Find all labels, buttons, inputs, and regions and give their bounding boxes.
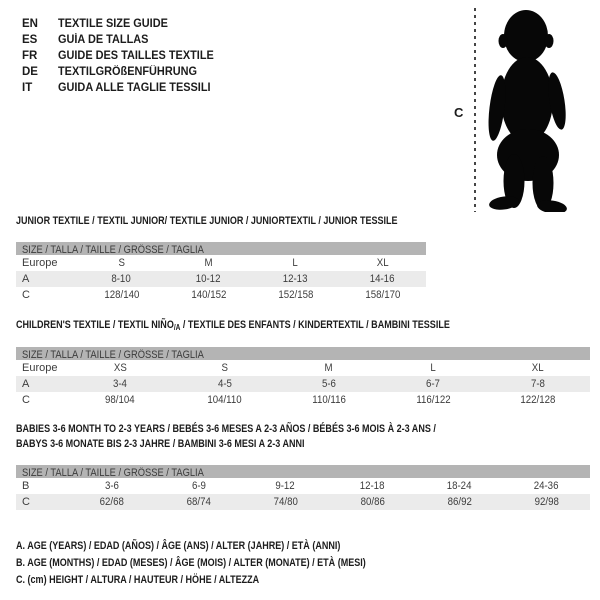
cell-value: S: [221, 362, 228, 374]
table-cell: [78, 271, 165, 287]
row-label: C: [22, 394, 30, 406]
table-cell: [252, 255, 339, 271]
cell-value: 128/140: [103, 289, 139, 301]
row-label: C: [22, 289, 30, 301]
language-list: [22, 16, 222, 96]
language-title: GUIDE DES TAILLES TEXTILE: [58, 50, 214, 62]
table-row: [16, 392, 590, 408]
table-cell: [172, 392, 276, 408]
language-row: [22, 80, 222, 96]
cell-value: 12-18: [360, 480, 385, 492]
table-cell: [68, 360, 172, 376]
cell-value: 98/104: [105, 394, 135, 406]
language-row: [22, 16, 222, 32]
size-table: [16, 242, 426, 303]
cell-value: 116/122: [416, 394, 451, 406]
row-label: C: [22, 496, 30, 508]
cell-value: 7-8: [530, 378, 545, 390]
footnote-line: [16, 553, 443, 570]
cell-value: 152/158: [277, 289, 313, 301]
table-row: [16, 478, 590, 494]
language-row: [22, 64, 222, 80]
table-cell: [339, 255, 426, 271]
cell-value: 158/170: [364, 289, 400, 301]
baby-silhouette-image: [482, 8, 574, 212]
footnote-line: [16, 570, 443, 587]
section-children: [16, 316, 590, 408]
language-row: [22, 32, 222, 48]
language-code: EN: [22, 18, 38, 30]
cell-value: 80/86: [360, 496, 385, 508]
table-cell: [68, 376, 172, 392]
table-header-band: [16, 347, 590, 360]
cell-value: 10-12: [196, 273, 221, 285]
row-label: B: [22, 480, 30, 492]
table-row: [16, 360, 590, 376]
heading-fragment: / TEXTILE DES ENFANTS / KINDERTEXTIL / BAMBINI TESSILE: [180, 319, 450, 331]
table-header-label: SIZE / TALLA / TAILLE / GRÖSSE / TAGLIA: [22, 467, 204, 479]
table-cell: [78, 287, 165, 303]
table-cell: [381, 392, 485, 408]
cell-value: 3-4: [113, 378, 128, 390]
language-title: GUÍA DE TALLAS: [58, 34, 149, 46]
cell-value: 5-6: [321, 378, 336, 390]
language-code: IT: [22, 82, 33, 94]
section-babies: [16, 420, 590, 510]
table-cell: [242, 494, 329, 510]
table-cell: [329, 478, 416, 494]
language-row: [22, 48, 222, 64]
heading-text: [16, 437, 305, 452]
table-cell: [172, 360, 276, 376]
section-heading: [16, 212, 481, 227]
heading-line: [16, 435, 590, 450]
heading-fragment: CHILDREN'S TEXTILE / TEXTIL NIÑO: [16, 319, 174, 331]
cell-value: 110/116: [312, 394, 346, 406]
row-label: Europe: [22, 257, 58, 269]
height-measure-label: C: [454, 105, 464, 120]
footnote-text: B. AGE (MONTHS) / EDAD (MESES) / ÂGE (MOIS) / ALTER (MONATE) / ETÀ (MESI): [16, 557, 366, 569]
table-row: [16, 376, 590, 392]
heading-line: [16, 316, 590, 331]
table-cell: [242, 478, 329, 494]
table-cell: [78, 255, 165, 271]
table-row: [16, 255, 426, 271]
cell-value: 92/98: [534, 496, 559, 508]
footnote-text: C. (cm) HEIGHT / ALTURA / HAUTEUR / HÖHE / ALTEZZA: [16, 574, 260, 586]
heading-subscript: /A: [173, 323, 181, 332]
table-cell: [339, 287, 426, 303]
size-table: [16, 465, 590, 510]
table-cell: [165, 271, 252, 287]
table-header-band: [16, 242, 426, 255]
table-header-band: [16, 465, 590, 478]
cell-value: 68/74: [186, 496, 211, 508]
table-cell: [68, 494, 155, 510]
cell-value: 18-24: [447, 480, 472, 492]
cell-value: 3-6: [104, 480, 119, 492]
table-cell: [277, 392, 381, 408]
heading-fragment: JUNIOR TEXTILE / TEXTIL JUNIOR/ TEXTILE JUNIOR / JUNIORTEXTIL / JUNIOR TESSILE: [16, 215, 398, 227]
section-junior: [16, 212, 481, 303]
cell-value: 104/110: [207, 394, 242, 406]
table-cell: [381, 376, 485, 392]
cell-value: 12-13: [283, 273, 308, 285]
cell-value: M: [204, 257, 213, 269]
table-cell: [68, 392, 172, 408]
heading-line: [16, 420, 590, 435]
language-title: GUIDA ALLE TAGLIE TESSILI: [58, 82, 211, 94]
cell-value: XL: [376, 257, 389, 269]
table-cell: [416, 478, 503, 494]
size-table: [16, 347, 590, 408]
cell-value: M: [324, 362, 334, 374]
language-title: TEXTILGRÖßENFÜHRUNG: [58, 66, 197, 78]
table-cell: [329, 494, 416, 510]
language-code: FR: [22, 50, 38, 62]
cell-value: XS: [113, 362, 127, 374]
cell-value: S: [118, 257, 125, 269]
heading-text: [16, 422, 436, 437]
footnotes: [16, 536, 443, 587]
table-cell: [486, 360, 590, 376]
language-code: ES: [22, 34, 38, 46]
table-cell: [503, 494, 590, 510]
table-cell: [381, 360, 485, 376]
cell-value: 140/152: [190, 289, 226, 301]
cell-value: 74/80: [273, 496, 298, 508]
table-cell: [416, 494, 503, 510]
cell-value: 8-10: [111, 273, 132, 285]
row-label: Europe: [22, 362, 58, 374]
table-cell: [252, 287, 339, 303]
cell-value: 6-9: [191, 480, 206, 492]
table-cell: [277, 376, 381, 392]
height-measure-dotted-line: [474, 8, 476, 212]
cell-value: 4-5: [217, 378, 232, 390]
cell-value: 86/92: [447, 496, 472, 508]
cell-value: 6-7: [426, 378, 441, 390]
row-label: A: [22, 378, 30, 390]
section-heading: [16, 316, 590, 331]
cell-value: L: [430, 362, 437, 374]
language-title: TEXTILE SIZE GUIDE: [58, 18, 168, 30]
cell-value: 62/68: [99, 496, 124, 508]
row-label: A: [22, 273, 30, 285]
table-cell: [252, 271, 339, 287]
table-cell: [503, 478, 590, 494]
cell-value: 122/128: [520, 394, 556, 406]
footnote-text: A. AGE (YEARS) / EDAD (AÑOS) / ÂGE (ANS) / ALTER (JAHRE) / ETÀ (ANNI): [16, 540, 341, 552]
table-cell: [339, 271, 426, 287]
table-cell: [155, 478, 242, 494]
table-header-label: SIZE / TALLA / TAILLE / GRÖSSE / TAGLIA: [22, 244, 204, 256]
table-cell: [165, 287, 252, 303]
table-cell: [486, 376, 590, 392]
footnote-line: [16, 536, 443, 553]
section-heading: [16, 420, 590, 450]
cell-value: XL: [531, 362, 544, 374]
cell-value: L: [292, 257, 299, 269]
table-header-label: SIZE / TALLA / TAILLE / GRÖSSE / TAGLIA: [22, 349, 204, 361]
table-cell: [172, 376, 276, 392]
heading-text: [16, 318, 450, 335]
heading-text: [16, 214, 398, 229]
table-cell: [486, 392, 590, 408]
table-row: [16, 287, 426, 303]
table-cell: [165, 255, 252, 271]
table-cell: [155, 494, 242, 510]
table-cell: [277, 360, 381, 376]
heading-line: [16, 212, 481, 227]
cell-value: 14-16: [370, 273, 395, 285]
heading-fragment: BABIES 3-6 MONTH TO 2-3 YEARS / BEBÉS 3-6 MESES A 2-3 AÑOS / BÉBÉS 3-6 MOIS À 2-3 ANS /: [16, 423, 436, 435]
language-code: DE: [22, 66, 38, 78]
table-row: [16, 271, 426, 287]
cell-value: 24-36: [534, 480, 559, 492]
cell-value: 9-12: [275, 480, 296, 492]
table-row: [16, 494, 590, 510]
table-cell: [68, 478, 155, 494]
heading-fragment: BABYS 3-6 MONATE BIS 2-3 JAHRE / BAMBINI 3-6 MESI A 2-3 ANNI: [16, 438, 305, 450]
